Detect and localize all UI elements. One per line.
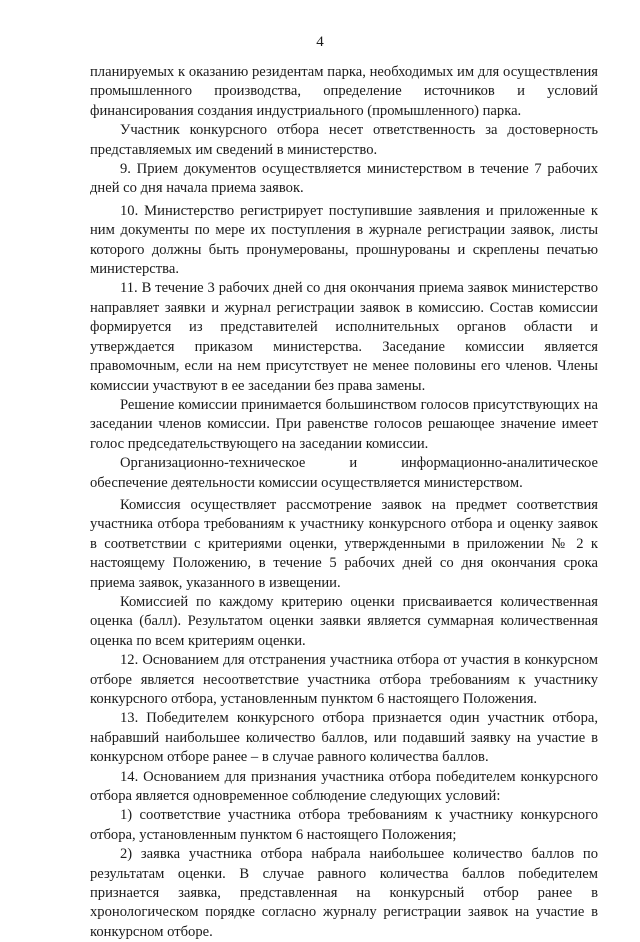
paragraph-commission-review: Комиссия осуществляет рассмотрение заявок на предмет соответствия участника отбора требованиям к участнику конкурсного отбора и оценку заявок в соответствии с критериями оценки, утвержденными в приложении № 2 к настоящему Положению, в течение 5 рабочих дней со дня окончания срока приема заявок, указанного в извещении. — [90, 496, 598, 591]
paragraph-continuation: планируемых к оказанию резидентам парка, необходимых им для осуществления промышленного производства, определение источников и условий финансирования создания индустриального (промышленного) парка. — [90, 64, 598, 119]
paragraph-commission-decision: Решение комиссии принимается большинством голосов присутствующих на заседании членов комиссии. При равенстве голосов решающее значение имеет голос председательствующего на заседании комиссии. — [90, 396, 598, 452]
paragraph-condition-1: 1) соответствие участника отбора требованиям к участнику конкурсного отбора, установленным пунктом 6 настоящего Положения; — [90, 807, 598, 843]
paragraph-commission-support: Организационно-техническое и информационно-аналитическое обеспечение деятельности комиссии осуществляется министерством. — [90, 455, 598, 491]
page-number: 4 — [316, 34, 324, 50]
paragraph-scoring: Комиссией по каждому критерию оценки присваивается количественная оценка (балл). Результатом оценки заявки является суммарная количественная оценка по всем критериям оценки. — [90, 593, 598, 649]
paragraph-item-14: 14. Основанием для признания участника отбора победителем конкурсного отбора является одновременное соблюдение следующих условий: — [90, 768, 598, 805]
paragraph-item-11: 11. В течение 3 рабочих дней со дня окончания приема заявок министерство направляет заявки и журнал регистрации заявок в комиссию. Состав комиссии формируется из представителей исполнительных органов области и утверждается приказом министерства. Заседание комиссии является правомочным, если на нем присутствует не менее половины его членов. Члены комиссии участвуют в ее заседании без права замены. — [90, 280, 598, 394]
paragraph-condition-2: 2) заявка участника отбора набрала наибольшее количество баллов по результатам оценки. В случае равного количества баллов победителем признается заявка, представленная на конкурсный отбор ранее в хронологическом порядке согласно журналу регистрации заявок на участие в конкурсном отборе. — [90, 846, 598, 940]
paragraph-item-13: 13. Победителем конкурсного отбора признается один участник отбора, набравший наибольшее количество баллов, или подавший заявку на участие в конкурсном отборе ранее – в случае равного количества баллов. — [90, 710, 598, 766]
document-body — [90, 63, 598, 942]
paragraph-item-10: 10. Министерство регистрирует поступившие заявления и приложенные к ним документы по мере их поступления в журнале регистрации заявок, листы которого должны быть пронумерованы, прошнурованы и скреплены печатью министерства. — [90, 202, 598, 278]
paragraph-responsibility: Участник конкурсного отбора несет ответственность за достоверность представляемых им сведений в министерство. — [90, 122, 598, 158]
paragraph-item-12: 12. Основанием для отстранения участника отбора от участия в конкурсном отборе является несоответствие участника отбора требованиям к участнику конкурсного отбора, установленным пунктом 6 настоящего Положения. — [90, 652, 598, 707]
paragraph-item-9: 9. Прием документов осуществляется министерством в течение 7 рабочих дней со дня начала приема заявок. — [90, 161, 598, 197]
